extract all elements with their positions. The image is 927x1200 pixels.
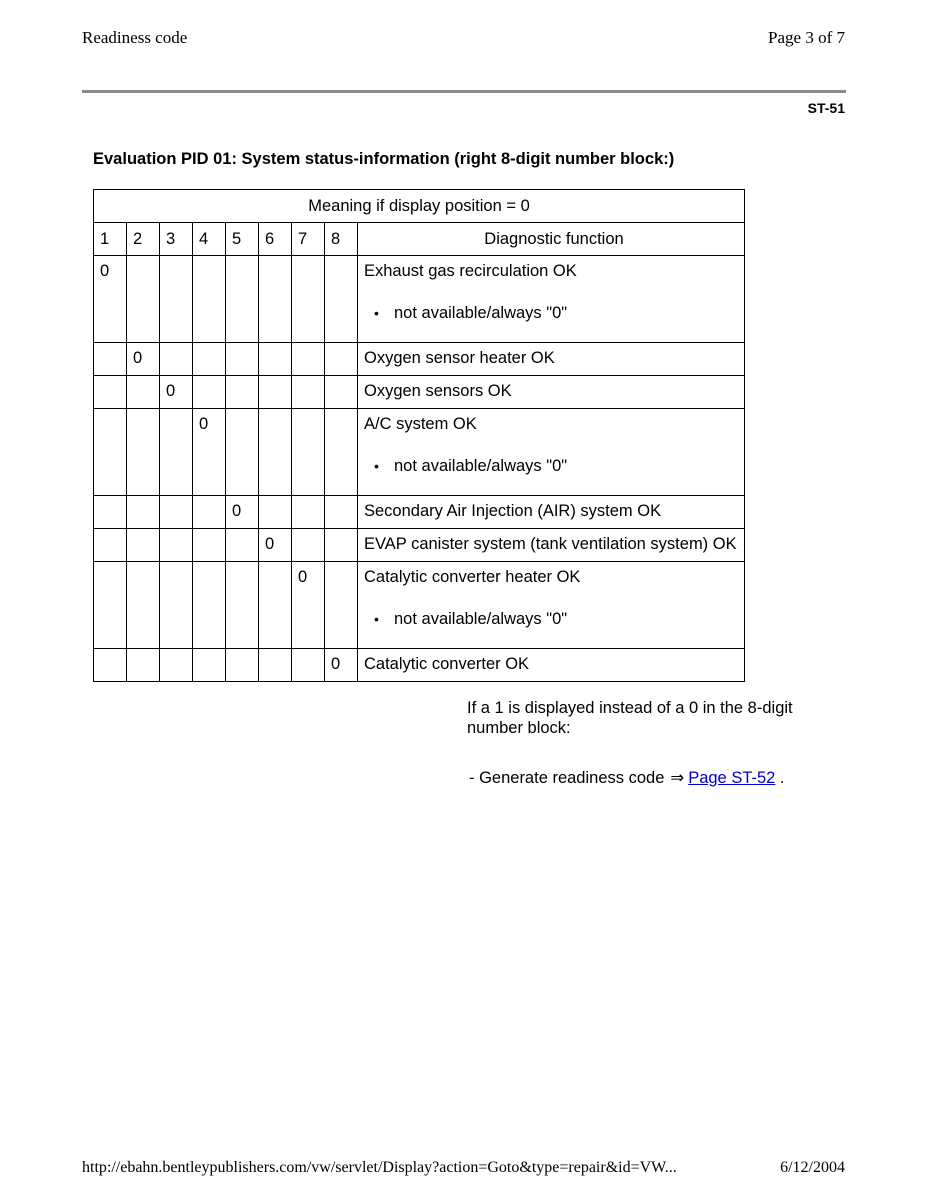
header-divider bbox=[82, 90, 846, 93]
empty-cell bbox=[325, 496, 358, 529]
diagnostic-function bbox=[358, 376, 745, 409]
empty-cell bbox=[193, 376, 226, 409]
empty-cell bbox=[325, 529, 358, 562]
function-label: Oxygen sensors OK bbox=[364, 382, 512, 400]
page-link[interactable]: Page ST-52 bbox=[688, 769, 776, 787]
empty-cell bbox=[127, 376, 160, 409]
empty-cell bbox=[94, 496, 127, 529]
position-value: 0 bbox=[193, 409, 226, 496]
diagnostic-function bbox=[358, 343, 745, 376]
diagnostic-function bbox=[358, 256, 745, 343]
column-header: 3 bbox=[160, 223, 193, 256]
bullet-item bbox=[364, 457, 744, 476]
empty-cell bbox=[325, 256, 358, 343]
empty-cell bbox=[325, 562, 358, 649]
position-value: 0 bbox=[325, 649, 358, 682]
empty-cell bbox=[160, 562, 193, 649]
diagnostic-function bbox=[358, 409, 745, 496]
function-label: Secondary Air Injection (AIR) system OK bbox=[364, 502, 662, 520]
bullet-item bbox=[364, 304, 744, 323]
table-header-row bbox=[94, 223, 745, 256]
diagnostic-function bbox=[358, 529, 745, 562]
function-column-header: Diagnostic function bbox=[358, 223, 745, 256]
page-number: Page 3 of 7 bbox=[768, 28, 845, 47]
empty-cell bbox=[94, 562, 127, 649]
column-header: 8 bbox=[325, 223, 358, 256]
instruction-line bbox=[469, 768, 785, 788]
empty-cell bbox=[259, 649, 292, 682]
empty-cell bbox=[160, 256, 193, 343]
empty-cell bbox=[226, 649, 259, 682]
empty-cell bbox=[226, 562, 259, 649]
pid-status-table bbox=[93, 189, 745, 682]
empty-cell bbox=[127, 529, 160, 562]
empty-cell bbox=[127, 256, 160, 343]
position-value: 0 bbox=[94, 256, 127, 343]
diagnostic-function bbox=[358, 562, 745, 649]
empty-cell bbox=[292, 409, 325, 496]
position-value: 0 bbox=[292, 562, 325, 649]
empty-cell bbox=[292, 529, 325, 562]
empty-cell bbox=[259, 256, 292, 343]
position-value: 0 bbox=[226, 496, 259, 529]
function-label: Oxygen sensor heater OK bbox=[364, 349, 555, 367]
position-value: 0 bbox=[259, 529, 292, 562]
diagnostic-function bbox=[358, 649, 745, 682]
column-header: 1 bbox=[94, 223, 127, 256]
bullet-icon: • bbox=[374, 305, 379, 321]
table-caption: Meaning if display position = 0 bbox=[94, 190, 745, 223]
position-value: 0 bbox=[127, 343, 160, 376]
document-title: Readiness code bbox=[82, 28, 188, 47]
instruction-text: - Generate readiness code bbox=[469, 769, 665, 787]
table-caption-row bbox=[94, 190, 745, 223]
table-row bbox=[94, 529, 745, 562]
footer-date: 6/12/2004 bbox=[780, 1159, 845, 1176]
empty-cell bbox=[94, 343, 127, 376]
function-label: Catalytic converter OK bbox=[364, 655, 530, 673]
empty-cell bbox=[94, 529, 127, 562]
empty-cell bbox=[127, 496, 160, 529]
column-header: 5 bbox=[226, 223, 259, 256]
bullet-text: not available/always "0" bbox=[394, 610, 568, 628]
empty-cell bbox=[160, 343, 193, 376]
section-code: ST-51 bbox=[807, 100, 845, 116]
empty-cell bbox=[127, 409, 160, 496]
empty-cell bbox=[226, 343, 259, 376]
bullet-item bbox=[364, 610, 744, 629]
empty-cell bbox=[193, 529, 226, 562]
bullet-icon: • bbox=[374, 458, 379, 474]
empty-cell bbox=[292, 343, 325, 376]
empty-cell bbox=[160, 496, 193, 529]
column-header: 2 bbox=[127, 223, 160, 256]
empty-cell bbox=[160, 649, 193, 682]
empty-cell bbox=[292, 256, 325, 343]
empty-cell bbox=[193, 649, 226, 682]
empty-cell bbox=[325, 409, 358, 496]
empty-cell bbox=[127, 562, 160, 649]
empty-cell bbox=[259, 376, 292, 409]
table-row bbox=[94, 343, 745, 376]
table-row bbox=[94, 496, 745, 529]
empty-cell bbox=[259, 496, 292, 529]
table-row bbox=[94, 409, 745, 496]
empty-cell bbox=[160, 529, 193, 562]
empty-cell bbox=[259, 409, 292, 496]
column-header: 7 bbox=[292, 223, 325, 256]
empty-cell bbox=[226, 256, 259, 343]
section-heading: Evaluation PID 01: System status-information (right 8-digit number block:) bbox=[93, 150, 675, 168]
note-text: If a 1 is displayed instead of a 0 in the 8-digit number block: bbox=[467, 699, 793, 737]
empty-cell bbox=[226, 529, 259, 562]
empty-cell bbox=[193, 343, 226, 376]
empty-cell bbox=[259, 343, 292, 376]
table-row bbox=[94, 256, 745, 343]
empty-cell bbox=[292, 496, 325, 529]
empty-cell bbox=[292, 376, 325, 409]
arrow-right-icon: ⇒ bbox=[670, 769, 685, 787]
table-row bbox=[94, 562, 745, 649]
empty-cell bbox=[127, 649, 160, 682]
empty-cell bbox=[325, 343, 358, 376]
bullet-icon: • bbox=[374, 611, 379, 627]
diagnostic-function bbox=[358, 496, 745, 529]
function-label: A/C system OK bbox=[364, 415, 477, 433]
column-header: 4 bbox=[193, 223, 226, 256]
empty-cell bbox=[94, 409, 127, 496]
position-value: 0 bbox=[160, 376, 193, 409]
empty-cell bbox=[226, 376, 259, 409]
instruction-suffix: . bbox=[775, 769, 785, 787]
empty-cell bbox=[94, 649, 127, 682]
function-label: Catalytic converter heater OK bbox=[364, 568, 581, 586]
column-header: 6 bbox=[259, 223, 292, 256]
table-row bbox=[94, 649, 745, 682]
empty-cell bbox=[193, 496, 226, 529]
empty-cell bbox=[226, 409, 259, 496]
bullet-text: not available/always "0" bbox=[394, 304, 568, 322]
empty-cell bbox=[292, 649, 325, 682]
table-row bbox=[94, 376, 745, 409]
footer-url: http://ebahn.bentleypublishers.com/vw/servlet/Display?action=Goto&type=repair&id=VW... bbox=[82, 1159, 677, 1176]
empty-cell bbox=[94, 376, 127, 409]
function-label: Exhaust gas recirculation OK bbox=[364, 262, 577, 280]
function-label: EVAP canister system (tank ventilation system) OK bbox=[364, 535, 737, 553]
bullet-text: not available/always "0" bbox=[394, 457, 568, 475]
empty-cell bbox=[193, 562, 226, 649]
empty-cell bbox=[325, 376, 358, 409]
empty-cell bbox=[193, 256, 226, 343]
empty-cell bbox=[160, 409, 193, 496]
empty-cell bbox=[259, 562, 292, 649]
